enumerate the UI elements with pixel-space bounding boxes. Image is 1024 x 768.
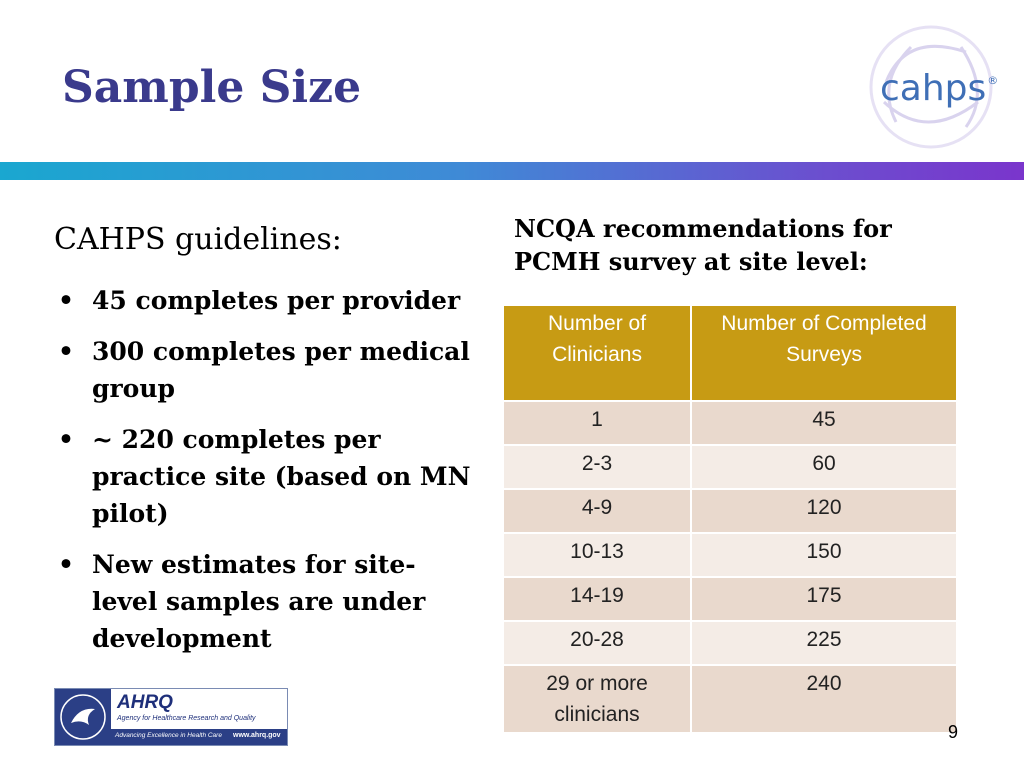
cell-clinicians: 2-3 bbox=[504, 445, 691, 489]
list-item bbox=[58, 421, 478, 532]
cahps-logo-text: cahps bbox=[880, 68, 987, 109]
hhs-eagle-seal-icon bbox=[55, 689, 111, 745]
bullet-text: New estimates for site-level samples are under development bbox=[92, 550, 426, 653]
cell-clinicians: 10-13 bbox=[504, 533, 691, 577]
cell-surveys: 60 bbox=[691, 445, 956, 489]
bullet-icon: • bbox=[58, 286, 74, 315]
cell-clinicians: 29 or more clinicians bbox=[504, 665, 691, 732]
ncqa-sample-table bbox=[504, 306, 956, 732]
cahps-logo bbox=[880, 68, 998, 109]
table-row bbox=[504, 401, 956, 445]
header-completed-surveys: Number of Completed Surveys bbox=[691, 306, 956, 401]
bullet-icon: • bbox=[58, 425, 74, 454]
cell-surveys: 225 bbox=[691, 621, 956, 665]
table-row bbox=[504, 489, 956, 533]
ahrq-subtitle: Agency for Healthcare Research and Quality bbox=[117, 715, 256, 722]
table-row bbox=[504, 533, 956, 577]
table-row bbox=[504, 445, 956, 489]
ahrq-tagline: Advancing Excellence in Health Care bbox=[115, 732, 222, 739]
cell-surveys: 120 bbox=[691, 489, 956, 533]
bullet-text: 45 completes per provider bbox=[92, 286, 461, 315]
slide-title: Sample Size bbox=[62, 62, 362, 113]
guidelines-list bbox=[58, 282, 478, 671]
ncqa-heading: NCQA recommendations for PCMH survey at site level: bbox=[514, 214, 892, 276]
table-row bbox=[504, 577, 956, 621]
bullet-icon: • bbox=[58, 337, 74, 366]
table-header-row bbox=[504, 306, 956, 401]
cell-surveys: 150 bbox=[691, 533, 956, 577]
cell-clinicians: 4-9 bbox=[504, 489, 691, 533]
list-item bbox=[58, 333, 478, 407]
ahrq-url: www.ahrq.gov bbox=[233, 732, 281, 739]
bullet-text: 300 completes per medical group bbox=[92, 337, 470, 403]
ahrq-logo bbox=[54, 688, 288, 746]
cell-surveys: 45 bbox=[691, 401, 956, 445]
cell-surveys: 240 bbox=[691, 665, 956, 732]
bullet-text: ~ 220 completes per practice site (based on MN pilot) bbox=[92, 425, 471, 528]
header-gradient-band bbox=[0, 162, 1024, 180]
list-item bbox=[58, 282, 478, 319]
cahps-guidelines-heading: CAHPS guidelines: bbox=[54, 222, 342, 257]
list-item bbox=[58, 546, 478, 657]
cell-surveys: 175 bbox=[691, 577, 956, 621]
cell-clinicians: 1 bbox=[504, 401, 691, 445]
page-number: 9 bbox=[948, 722, 959, 742]
ahrq-brand: AHRQ bbox=[117, 692, 173, 713]
table-row bbox=[504, 665, 956, 732]
cell-clinicians: 20-28 bbox=[504, 621, 691, 665]
cell-clinicians: 14-19 bbox=[504, 577, 691, 621]
bullet-icon: • bbox=[58, 550, 74, 579]
header-clinicians: Number of Clinicians bbox=[504, 306, 691, 401]
table-row bbox=[504, 621, 956, 665]
registered-mark: ® bbox=[987, 74, 999, 87]
